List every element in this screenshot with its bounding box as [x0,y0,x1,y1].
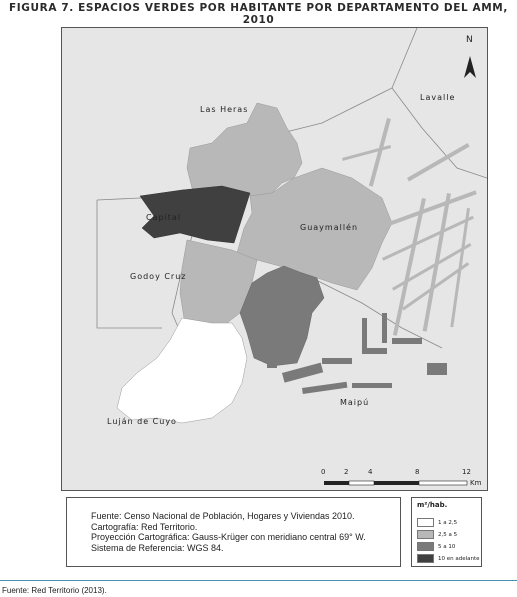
legend-swatch-class2 [417,530,434,539]
scale-tick-12: 12 [462,468,471,476]
source-box [66,497,401,567]
north-arrow-icon [464,56,476,78]
legend-label: 1 a 2,5 [438,519,458,526]
source-census: Fuente: Censo Nacional de Población, Hogares y Viviendas 2010. [91,511,355,521]
legend-label: 2,5 a 5 [438,531,458,538]
legend-swatch-class4 [417,554,434,563]
boundary-line [302,273,442,348]
label-maipu: Maipú [340,398,370,407]
label-las-heras: Las Heras [200,105,249,114]
map-canvas [62,28,487,490]
legend [411,497,482,567]
label-godoy-cruz: Godoy Cruz [130,272,187,281]
source-reference-system: Sistema de Referencia: WGS 84. [91,542,224,553]
legend-item [417,542,455,551]
scale-tick-8: 8 [415,468,420,476]
legend-swatch-class3 [417,542,434,551]
north-label: N [466,35,473,45]
legend-item [417,518,457,527]
source-cartography: Cartografía: Red Territorio. [91,521,198,532]
legend-title: m²/hab. [417,501,448,509]
label-capital: Capital [146,213,182,222]
legend-label: 10 en adelante [438,555,480,562]
scale-tick-2: 2 [344,468,349,476]
label-lavalle: Lavalle [420,93,456,102]
footnote: Fuente: Red Territorio (2013). [2,586,107,595]
legend-item [417,554,480,563]
scale-tick-0: 0 [321,468,326,476]
legend-swatch-class1 [417,518,434,527]
source-projection: Proyección Cartográfica: Gauss-Krüger con meridiano central 69° W. [91,532,366,542]
boundary-line [262,28,417,138]
region-lujan-de-cuyo [117,318,247,423]
figure-title: FIGURA 7. ESPACIOS VERDES POR HABITANTE POR DEPARTAMENTO DEL AMM, 2010 [9,2,508,26]
label-lujan-de-cuyo: Luján de Cuyo [107,417,177,426]
map-frame [61,27,488,562]
legend-item [417,530,457,539]
scale-unit: Km [470,479,482,487]
footnote-divider [0,580,517,581]
scale-tick-4: 4 [368,468,373,476]
label-guaymallen: Guaymallén [300,223,359,232]
scale-bar [324,481,467,485]
legend-label: 5 a 10 [438,543,456,550]
